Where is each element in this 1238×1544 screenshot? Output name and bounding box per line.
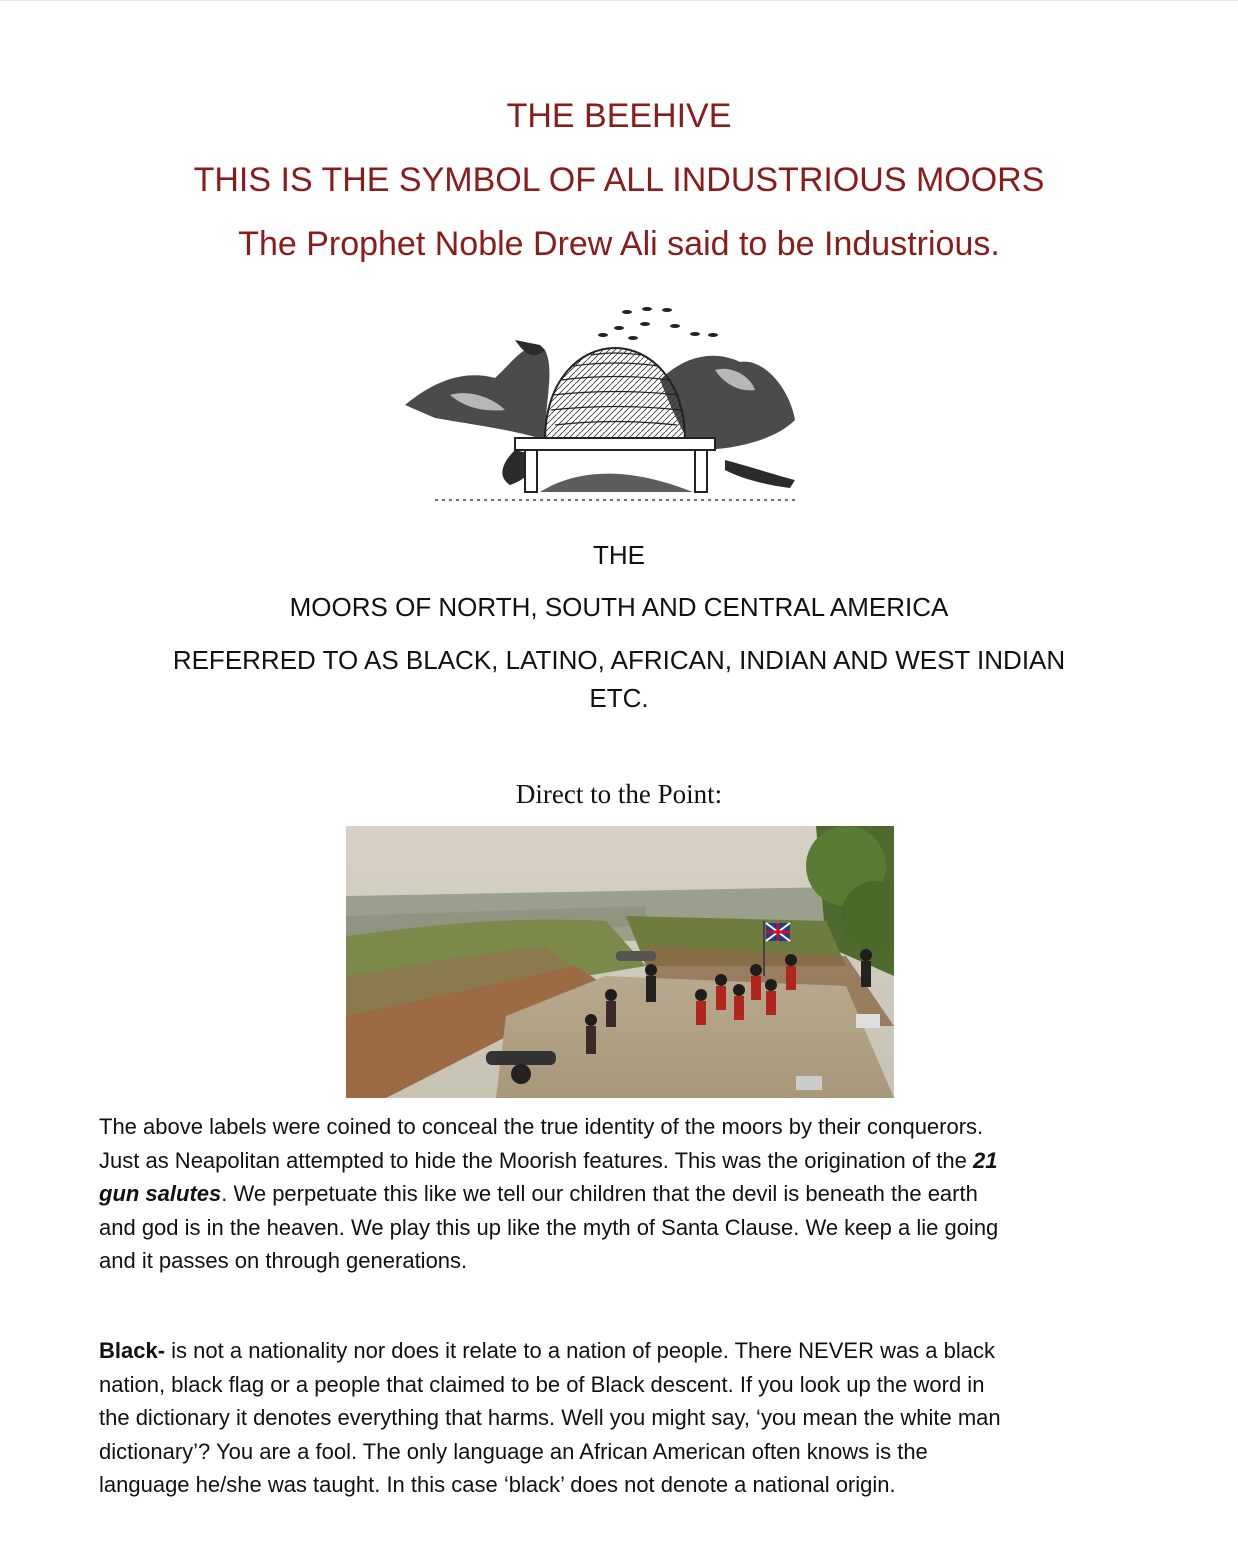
- paragraph-black-definition: [99, 1334, 1139, 1502]
- paragraph-labels-concealment: [99, 1110, 1139, 1278]
- paragraph2-line3: the dictionary it denotes everything that harms. Well you might say, ‘you mean the white man: [99, 1405, 1001, 1430]
- paragraph1-line2: Just as Neapolitan attempted to hide the Moorish features. This was the origination of the: [99, 1147, 973, 1173]
- paragraph1-line5: and it passes on through generations.: [99, 1248, 468, 1273]
- subheading-line-4: ETC.: [589, 683, 649, 713]
- paragraph1-emphasis-gun-salutes: gun salutes: [99, 1181, 222, 1206]
- title-line-3: The Prophet Noble Drew Ali said to be Industrious.: [238, 225, 1000, 263]
- paragraph2-bold-term: Black-: [99, 1338, 166, 1363]
- paragraph2-line4: dictionary’? You are a fool. The only language an African American often knows is the: [99, 1438, 928, 1464]
- paragraph2-line1: is not a nationality nor does it relate to a nation of people. There NEVER was a black: [165, 1338, 996, 1363]
- subheading-line-3: REFERRED TO AS BLACK, LATINO, AFRICAN, INDIAN AND WEST INDIAN: [172, 645, 1066, 675]
- title-line-2: THIS IS THE SYMBOL OF ALL INDUSTRIOUS MOORS: [193, 161, 1045, 199]
- paragraph2-line2: nation, black flag or a people that claimed to be of Black descent. If you look up the word in: [99, 1371, 985, 1397]
- subheading-line-1: THE: [593, 540, 645, 570]
- beehive-image: [395, 300, 805, 510]
- soldiers-photo: [346, 826, 894, 1098]
- paragraph2-line5: language he/she was taught. In this case ‘black’ does not denote a national origin.: [99, 1472, 896, 1497]
- paragraph1-line3: . We perpetuate this like we tell our children that the devil is beneath the earth: [221, 1181, 978, 1206]
- bees-icon: [598, 307, 718, 340]
- title-line-1: THE BEEHIVE: [506, 97, 732, 135]
- subheading-line-2: MOORS OF NORTH, SOUTH AND CENTRAL AMERICA: [289, 592, 949, 622]
- page-top-rule: [0, 0, 1238, 1]
- paragraph1-emphasis-21: 21: [972, 1147, 998, 1173]
- direct-to-the-point-label: Direct to the Point:: [515, 779, 723, 809]
- paragraph1-line1: The above labels were coined to conceal the true identity of the moors by their conquerors.: [99, 1114, 984, 1139]
- paragraph1-line4: and god is in the heaven. We play this up like the myth of Santa Clause. We keep a lie going: [99, 1214, 999, 1240]
